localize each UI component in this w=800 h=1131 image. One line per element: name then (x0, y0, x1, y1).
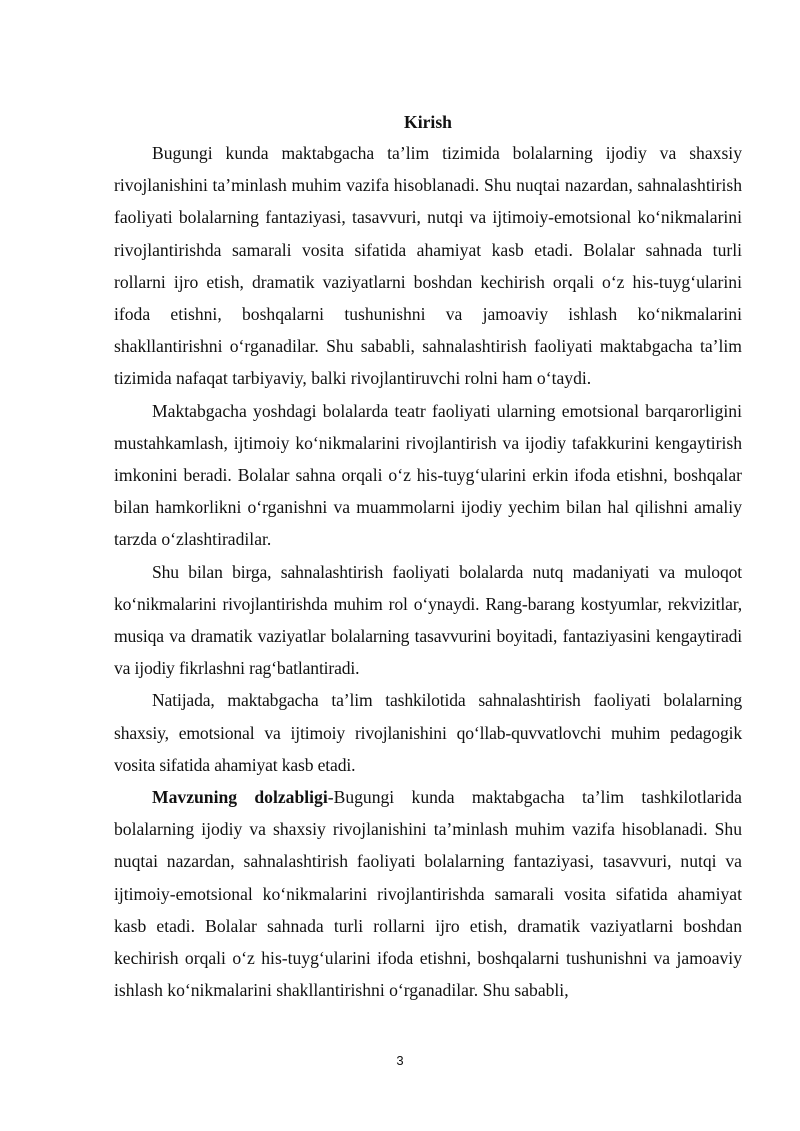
relevance-label: Mavzuning dolzabligi (152, 787, 328, 808)
relevance-text: -Bugungi kunda maktabgacha ta’lim tashkilotlarida bolalarning ijodiy va shaxsiy rivojlanishini ta’minlash muhim vazifa hisoblanadi. Shu nuqtai nazardan, sahnalashtirish faoliyati bolalarning fantaziyasi, tasavvuri, nutqi va ijtimoiy-emotsional ko‘nikmalarini rivojlantirishda samarali vosita sifatida ahamiyat kasb etadi. Bolalar sahnada turli rollarni ijro etish, dramatik vaziyatlarni boshdan kechirish orqali o‘z his-tuyg‘ularini ifoda etishni, boshqalarni tushunishni va jamoaviy ishlash ko‘nikmalarini shakllantirishni o‘rganadilar. Shu sababli, (114, 787, 742, 1001)
paragraph-theatre-activity: Maktabgacha yoshdagi bolalarda teatr faoliyati ularning emotsional barqarorligini mustahkamlash, ijtimoiy ko‘nikmalarini rivojlantirish va ijodiy tafakkurini kengaytirish imkonini beradi. Bolalar sahna orqali o‘z his-tuyg‘ularini erkin ifoda etishni, boshqalar bilan hamkorlikni o‘rganishni va muammolarni ijodiy yechim bilan hal qilishni amaliy tarzda o‘zlashtiradilar. (114, 400, 742, 550)
paragraph-speech-culture: Shu bilan birga, sahnalashtirish faoliyati bolalarda nutq madaniyati va muloqot ko‘nikmalarini rivojlantirishda muhim rol o‘ynaydi. Rang-barang kostyumlar, rekvizitlar, musiqa va dramatik vaziyatlar bolalarning tasavvurini boyitadi, fantaziyasini kengaytiradi va ijodiy fikrlashni rag‘batlantiradi. (114, 561, 742, 679)
page-body (114, 109, 742, 1006)
page-number: 3 (396, 1053, 404, 1068)
paragraph-relevance (114, 781, 742, 1006)
paragraph-intro: Bugungi kunda maktabgacha ta’lim tizimida bolalarning ijodiy va shaxsiy rivojlanishini ta’minlash muhim vazifa hisoblanadi. Shu nuqtai nazardan, sahnalashtirish faoliyati bolalarning fantaziyasi, tasavvuri, nutqi va ijtimoiy-emotsional ko‘nikmalarini rivojlantirishda samarali vosita sifatida ahamiyat kasb etadi. Bolalar sahnada turli rollarni ijro etish, dramatik vaziyatlarni boshdan kechirish orqali o‘z his-tuyg‘ularini ifoda etishni, boshqalarni tushunishni va jamoaviy ishlash ko‘nikmalarini shakllantirishni o‘rganadilar. Shu sababli, sahnalashtirish faoliyati maktabgacha ta’lim tizimida nafaqat tarbiyaviy, balki rivojlantiruvchi rolni ham o‘taydi. (114, 143, 742, 389)
section-heading: Kirish (404, 112, 452, 132)
paragraph-conclusion: Natijada, maktabgacha ta’lim tashkilotida sahnalashtirish faoliyati bolalarning shaxsiy, emotsional va ijtimoiy rivojlanishini qo‘llab-quvvatlovchi muhim pedagogik vosita sifatida ahamiyat kasb etadi. (114, 690, 742, 775)
